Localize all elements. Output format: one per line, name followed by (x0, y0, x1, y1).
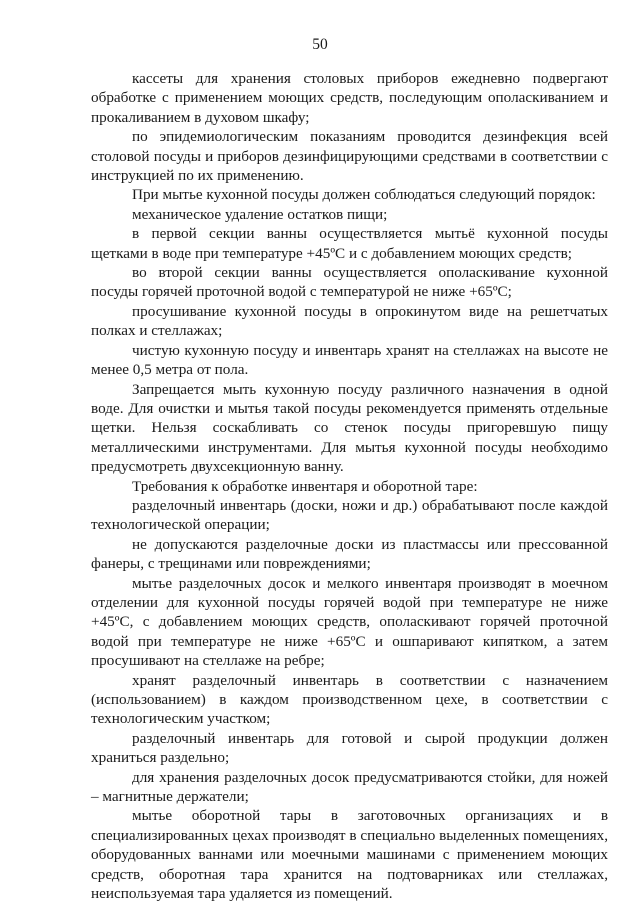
paragraph: чистую кухонную посуду и инвентарь хранят на стеллажах на высоте не менее 0,5 метра от пола. (91, 341, 608, 379)
paragraph: не допускаются разделочные доски из пластмассы или прессованной фанеры, с трещинами или повреждениями; (91, 535, 608, 573)
paragraph: просушивание кухонной посуды в опрокинутом виде на решетчатых полках и стеллажах; (91, 302, 608, 340)
paragraph: хранят разделочный инвентарь в соответствии с назначением (использованием) в каждом производственном цехе, в соответствии с технологическим участком; (91, 671, 608, 728)
paragraph: Требования к обработке инвентаря и оборотной таре: (132, 477, 478, 495)
paragraph: При мытье кухонной посуды должен соблюдаться следующий порядок: (132, 186, 596, 204)
paragraph: мытье оборотной тары в заготовочных организациях и в специализированных цехах производят в специально выделенных помещениях, оборудованных ваннами или моечными машинами с применением моющих средств, оборотная тара хранится на подтоварниках или стеллажах, неиспользуемая тара удаляется из помещений. (91, 807, 608, 903)
paragraph: Запрещается мыть кухонную посуду различного назначения в одной воде. Для очистки и мытья такой посуды рекомендуется применять отдельные щетки. Нельзя соскабливать со стенок посуды пригоревшую пищу металлическими инструментами. Для мытья кухонной посуды необходимо предусмотреть двухсекционную ванну. (91, 380, 608, 476)
body-text (91, 69, 608, 903)
paragraph: по эпидемиологическим показаниям проводится дезинфекция всей столовой посуды и приборов дезинфицирующими средствами в соответствии с инструкцией по их применению. (91, 128, 608, 185)
paragraph: в первой секции ванны осуществляется мытьё кухонной посуды щетками в воде при температуре +45ºС и с добавлением моющих средств; (91, 225, 608, 262)
paragraph: разделочный инвентарь (доски, ножи и др.) обрабатывают после каждой технологической операции; (91, 496, 608, 534)
paragraph: для хранения разделочных досок предусматриваются стойки, для ножей – магнитные держатели; (91, 768, 608, 806)
paragraph: мытье разделочных досок и мелкого инвентаря производят в моечном отделении для кухонной посуды горячей водой при температуре не ниже +45ºС, с добавлением моющих средств, ополаскивают горячей проточной водой при температуре не ниже +65ºС и ошпаривают кипятком, а затем просушивают на стеллаже на ребре; (91, 574, 608, 670)
paragraph: разделочный инвентарь для готовой и сырой продукции должен храниться раздельно; (91, 729, 608, 767)
paragraph: кассеты для хранения столовых приборов ежедневно подвергают обработке с применением моющих средств, последующим ополаскиванием и прокаливанием в духовом шкафу; (91, 70, 608, 126)
page-number: 50 (312, 36, 328, 53)
paragraph: механическое удаление остатков пищи; (132, 205, 388, 223)
paragraph: во второй секции ванны осуществляется ополаскивание кухонной посуды горячей проточной водой с температурой не ниже +65ºС; (91, 264, 608, 301)
